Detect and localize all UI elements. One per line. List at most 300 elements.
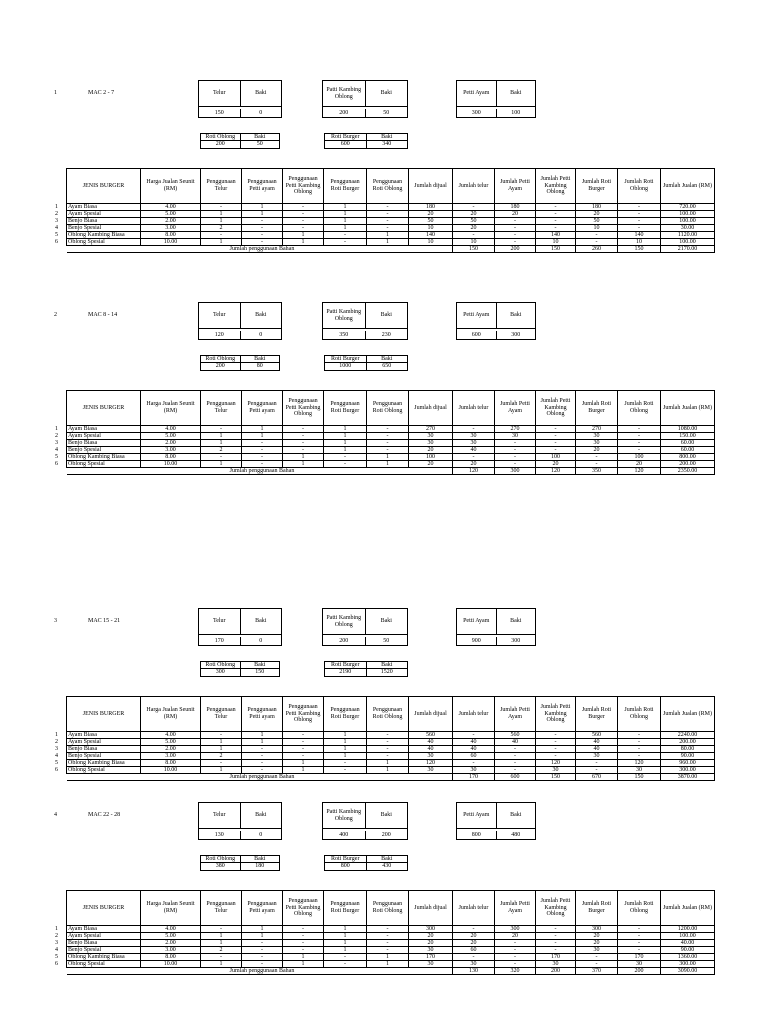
table-cell: - (283, 447, 324, 454)
table-cell: - (576, 239, 618, 246)
table-cell: 3.00 (141, 225, 201, 232)
table-cell: 10 (618, 239, 661, 246)
table-header-row (67, 891, 715, 926)
section-3 (0, 608, 768, 800)
stock-box-2-value: 400 (339, 832, 349, 838)
row-number: 4 (55, 947, 58, 953)
stock-box-2-header (322, 608, 408, 635)
table-cell: 90.00 (661, 947, 715, 954)
stock-box-3-header (456, 802, 536, 829)
table-cell: 1 (324, 440, 367, 447)
table-cell: - (536, 447, 576, 454)
table-cell: - (367, 940, 409, 947)
roti-box-2-value: 600 (340, 141, 350, 147)
stock-box-2-baki-label: Baki (365, 609, 408, 634)
column-header: Jumlah dijual (409, 697, 453, 732)
table-cell: - (242, 954, 283, 961)
table-cell: 10 (453, 239, 495, 246)
table-cell: - (201, 926, 242, 933)
table-header-row (67, 697, 715, 732)
table-cell: 1 (242, 204, 283, 211)
table-cell: 1 (324, 926, 367, 933)
roti-box-1-label: Roti Oblong (205, 133, 236, 140)
section-2 (0, 302, 768, 494)
column-header: JENIS BURGER (67, 697, 141, 732)
stock-box-3-baki-value: 300 (496, 637, 536, 645)
table-cell: 20 (409, 933, 453, 940)
table-cell: 30 (618, 767, 661, 774)
table-cell: - (283, 926, 324, 933)
table-cell: 30 (453, 767, 495, 774)
stock-box-1-values (198, 637, 282, 646)
table-cell: 100 (536, 454, 576, 461)
table-cell: 20 (576, 940, 618, 947)
stock-box-1-label: Telur (212, 90, 226, 97)
table-cell: - (495, 454, 536, 461)
burger-name: Ayam Biasa (67, 732, 141, 739)
column-header: Jumlah dijual (409, 391, 453, 426)
table-row (67, 454, 715, 461)
table-cell: 270 (576, 426, 618, 433)
column-header: Jumlah Jualan (RM) (661, 169, 715, 204)
table-cell: 1 (324, 204, 367, 211)
stock-box-2-value: 200 (339, 638, 349, 644)
table-row (67, 211, 715, 218)
roti-box-1-value: 200 (215, 363, 225, 369)
roti-box-1-label: Roti Oblong (205, 355, 236, 362)
table-cell: - (283, 440, 324, 447)
total-value: 370 (576, 968, 618, 975)
table-cell: - (367, 433, 409, 440)
total-value: 3090.00 (661, 968, 715, 975)
column-header: Penggunaan Roti Oblong (367, 169, 409, 204)
roti-box-1-values (200, 363, 280, 371)
table-cell: - (242, 447, 283, 454)
table-cell: 20 (576, 933, 618, 940)
burger-name: Oblong Spesial (67, 461, 141, 468)
column-header: Jumlah Roti Burger (576, 169, 618, 204)
stock-box-3-baki-value: 300 (496, 331, 536, 339)
total-value: 200 (618, 968, 661, 975)
stock-box-1-values (198, 831, 282, 840)
table-cell: 140 (536, 232, 576, 239)
roti-box-2-values (324, 141, 408, 149)
table-cell: - (201, 454, 242, 461)
column-header: Jumlah telur (453, 697, 495, 732)
table-cell: 1 (201, 211, 242, 218)
table-cell: - (201, 954, 242, 961)
table-cell: 10.00 (141, 767, 201, 774)
table-cell: 1 (283, 232, 324, 239)
stock-box-1-baki-label: Baki (240, 81, 282, 106)
table-row (67, 947, 715, 954)
table-cell: 170 (618, 954, 661, 961)
table-cell: 3.00 (141, 447, 201, 454)
table-cell: - (324, 239, 367, 246)
stock-box-1-label: Telur (212, 812, 226, 819)
table-cell: - (618, 204, 661, 211)
table-cell: - (536, 940, 576, 947)
column-header: Penggunaan Telur (201, 391, 242, 426)
table-cell: 1 (367, 239, 409, 246)
table-cell: 1 (283, 239, 324, 246)
stock-box-3-values (456, 831, 536, 840)
total-row (67, 246, 715, 253)
table-cell: 2.00 (141, 218, 201, 225)
stock-box-1-baki-value: 0 (240, 109, 282, 117)
table-row (67, 732, 715, 739)
row-number: 4 (55, 447, 58, 453)
total-value: 200 (536, 968, 576, 975)
column-header: Harga Jualan Seunit (RM) (141, 697, 201, 732)
stock-box-3-label: Petti Ayam (463, 618, 490, 625)
table-cell: - (453, 732, 495, 739)
table-cell: 1 (201, 433, 242, 440)
column-header: Jumlah Roti Oblong (618, 891, 661, 926)
stock-box-3-header (456, 608, 536, 635)
table-cell: 1 (367, 760, 409, 767)
roti-box-2-header (324, 855, 408, 863)
stock-box-1-values (198, 109, 282, 118)
row-number: 3 (55, 440, 58, 446)
row-number: 4 (55, 225, 58, 231)
stock-box-2-baki-value: 50 (365, 637, 408, 645)
table-cell: - (536, 753, 576, 760)
table-cell: - (495, 218, 536, 225)
stock-box-2-values (322, 331, 408, 340)
table-cell: - (324, 760, 367, 767)
total-value: 150 (618, 774, 661, 781)
table-cell: - (536, 426, 576, 433)
stock-box-2-baki-label: Baki (365, 303, 408, 328)
table-cell: 30 (576, 753, 618, 760)
table-cell: - (495, 461, 536, 468)
table-cell: 8.00 (141, 760, 201, 767)
stock-box-3-value: 800 (471, 832, 481, 838)
table-cell: - (618, 926, 661, 933)
table-cell: 10.00 (141, 461, 201, 468)
roti-box-2 (324, 661, 408, 677)
burger-name: Oblong Kambing Biasa (67, 232, 141, 239)
table-cell: - (536, 933, 576, 940)
row-number: 6 (55, 239, 58, 245)
table-cell: 3.00 (141, 753, 201, 760)
roti-box-1-baki-label: Baki (240, 856, 280, 862)
table-cell: 4.00 (141, 204, 201, 211)
table-cell: 1 (283, 454, 324, 461)
stock-box-3-values (456, 637, 536, 646)
column-header: Penggunaan Petti ayam (242, 169, 283, 204)
section-number: 3 (54, 618, 57, 624)
table-cell: 30 (536, 961, 576, 968)
table-cell: 1 (367, 454, 409, 461)
stock-box-3-baki-label: Baki (496, 803, 536, 828)
table-cell: - (242, 454, 283, 461)
table-cell: 1 (367, 461, 409, 468)
column-header: Jumlah Roti Burger (576, 697, 618, 732)
table-cell: - (618, 746, 661, 753)
column-header: Jumlah Petti Ayam (495, 697, 536, 732)
table-cell: - (242, 225, 283, 232)
table-cell: - (536, 739, 576, 746)
table-cell: 1 (201, 440, 242, 447)
row-number: 1 (55, 732, 58, 738)
table-cell: - (618, 933, 661, 940)
table-cell: - (536, 926, 576, 933)
total-empty (67, 968, 201, 975)
roti-box-2-value: 2190 (339, 669, 352, 675)
table-cell: - (495, 753, 536, 760)
table-cell: 10.00 (141, 961, 201, 968)
table-cell: 50 (576, 218, 618, 225)
table-cell: - (495, 767, 536, 774)
sales-table (66, 696, 715, 781)
table-cell: - (283, 753, 324, 760)
total-value: 2170.00 (661, 246, 715, 253)
burger-name: Benjo Biasa (67, 940, 141, 947)
table-cell: 1 (201, 239, 242, 246)
table-row (67, 961, 715, 968)
burger-name: Ayam Spesial (67, 739, 141, 746)
total-label: Jumlah penggunaan Bahan (201, 968, 324, 975)
table-cell: 560 (495, 732, 536, 739)
total-empty (324, 774, 453, 781)
table-cell: 1 (242, 732, 283, 739)
row-number: 6 (55, 461, 58, 467)
column-header: Jumlah Petti Kambing Oblong (536, 391, 576, 426)
table-cell: 10.00 (141, 239, 201, 246)
table-cell: - (201, 204, 242, 211)
table-cell: 30.00 (661, 225, 715, 232)
stock-box-3-label: Petti Ayam (463, 90, 490, 97)
table-cell: - (324, 767, 367, 774)
table-cell: 1 (283, 961, 324, 968)
roti-box-1-header (200, 661, 280, 669)
total-value: 200 (495, 246, 536, 253)
table-cell: - (495, 947, 536, 954)
table-cell: - (324, 232, 367, 239)
table-cell: 40 (453, 739, 495, 746)
section-number: 1 (54, 90, 57, 96)
column-header: Harga Jualan Seunit (RM) (141, 169, 201, 204)
column-header: Jumlah Petti Ayam (495, 391, 536, 426)
stock-box-2-baki-value: 50 (365, 109, 408, 117)
table-cell: - (242, 218, 283, 225)
total-empty (67, 246, 201, 253)
table-cell: 200.00 (661, 461, 715, 468)
roti-box-2-baki-label: Baki (366, 356, 408, 362)
column-header: Penggunaan Petti Kambing Oblong (283, 169, 324, 204)
table-cell: - (495, 239, 536, 246)
table-cell: 1 (201, 961, 242, 968)
row-number: 3 (55, 218, 58, 224)
table-cell: - (495, 746, 536, 753)
stock-box-1-baki-value: 0 (240, 831, 282, 839)
table-cell: - (453, 426, 495, 433)
stock-box-1-value: 170 (214, 638, 224, 644)
table-cell: - (576, 767, 618, 774)
table-cell: 300.00 (661, 767, 715, 774)
stock-box-1 (198, 80, 282, 118)
table-row (67, 440, 715, 447)
roti-box-2-value: 800 (340, 863, 350, 869)
roti-box-1-baki-value: 180 (240, 863, 280, 870)
total-empty (67, 774, 201, 781)
table-cell: 1 (324, 447, 367, 454)
stock-box-1-values (198, 331, 282, 340)
table-cell: 60.00 (661, 440, 715, 447)
table-cell: - (536, 947, 576, 954)
column-header: JENIS BURGER (67, 891, 141, 926)
total-label: Jumlah penggunaan Bahan (201, 774, 324, 781)
column-header: Penggunaan Telur (201, 169, 242, 204)
table-cell: - (283, 204, 324, 211)
table-cell: 30 (453, 961, 495, 968)
roti-box-1-header (200, 855, 280, 863)
table-cell: 560 (576, 732, 618, 739)
burger-name: Ayam Spesial (67, 933, 141, 940)
table-row (67, 232, 715, 239)
stock-box-1-label: Telur (212, 312, 226, 319)
stock-box-2-values (322, 637, 408, 646)
table-row (67, 933, 715, 940)
table-cell: 20 (453, 461, 495, 468)
roti-box-1-header (200, 355, 280, 363)
table-cell: 10 (409, 225, 453, 232)
table-cell: 5.00 (141, 433, 201, 440)
total-value: 170 (453, 774, 495, 781)
table-cell: - (283, 739, 324, 746)
table-cell: 1 (367, 961, 409, 968)
table-cell: 30 (576, 440, 618, 447)
table-cell: 40 (576, 739, 618, 746)
table-cell: - (242, 760, 283, 767)
table-cell: 30 (453, 440, 495, 447)
section-number: 4 (54, 812, 57, 818)
table-cell: 2.00 (141, 440, 201, 447)
table-cell: - (367, 440, 409, 447)
stock-box-1-baki-value: 0 (240, 637, 282, 645)
table-cell: 1120.00 (661, 232, 715, 239)
table-row (67, 767, 715, 774)
stock-box-1-value: 120 (214, 332, 224, 338)
table-cell: - (367, 933, 409, 940)
column-header: Jumlah Jualan (RM) (661, 697, 715, 732)
total-value: 320 (495, 968, 536, 975)
table-cell: - (283, 933, 324, 940)
burger-name: Oblong Kambing Biasa (67, 454, 141, 461)
table-cell: 100.00 (661, 239, 715, 246)
stock-box-2-values (322, 109, 408, 118)
stock-box-2 (322, 302, 408, 340)
table-cell: 300 (576, 926, 618, 933)
table-cell: - (576, 232, 618, 239)
table-cell: - (618, 447, 661, 454)
table-cell: - (242, 961, 283, 968)
table-cell: 300 (409, 926, 453, 933)
table-cell: - (367, 947, 409, 954)
table-row (67, 461, 715, 468)
table-cell: 2 (201, 447, 242, 454)
stock-box-3-baki-label: Baki (496, 609, 536, 634)
stock-box-3 (456, 608, 536, 646)
stock-box-3-baki-label: Baki (496, 81, 536, 106)
table-cell: 60.00 (661, 447, 715, 454)
table-cell: 1080.00 (661, 426, 715, 433)
table-cell: - (453, 926, 495, 933)
stock-box-2-baki-label: Baki (365, 81, 408, 106)
column-header: Penggunaan Telur (201, 891, 242, 926)
table-cell: 1 (324, 753, 367, 760)
table-cell: 1360.00 (661, 954, 715, 961)
table-cell: 30 (495, 433, 536, 440)
table-cell: - (453, 760, 495, 767)
column-header: Jumlah Roti Burger (576, 391, 618, 426)
burger-name: Ayam Spesial (67, 433, 141, 440)
table-cell: 20 (453, 933, 495, 940)
column-header: Harga Jualan Seunit (RM) (141, 391, 201, 426)
table-cell: - (576, 760, 618, 767)
roti-box-2-baki-value: 430 (366, 863, 408, 870)
stock-box-2 (322, 608, 408, 646)
stock-box-2-value: 200 (339, 110, 349, 116)
table-row (67, 225, 715, 232)
table-cell: 10 (536, 239, 576, 246)
burger-name: Ayam Biasa (67, 426, 141, 433)
table-cell: 1 (283, 767, 324, 774)
column-header: Penggunaan Roti Burger (324, 391, 367, 426)
table-cell: 30 (576, 947, 618, 954)
period-label: MAC 15 - 21 (88, 618, 121, 624)
total-label: Jumlah penggunaan Bahan (201, 246, 324, 253)
table-cell: 1 (242, 433, 283, 440)
table-cell: 960.00 (661, 760, 715, 767)
column-header: Jumlah Roti Oblong (618, 391, 661, 426)
table-cell: 100.00 (661, 218, 715, 225)
table-cell: - (536, 211, 576, 218)
stock-box-1-value: 150 (214, 110, 224, 116)
table-cell: 2 (201, 947, 242, 954)
table-cell: - (324, 954, 367, 961)
table-cell: 5.00 (141, 211, 201, 218)
table-cell: - (283, 947, 324, 954)
table-cell: 150.00 (661, 433, 715, 440)
table-row (67, 447, 715, 454)
total-value: 2350.00 (661, 468, 715, 475)
column-header: Harga Jualan Seunit (RM) (141, 891, 201, 926)
table-cell: - (536, 204, 576, 211)
column-header: Jumlah Petti Kambing Oblong (536, 891, 576, 926)
table-cell: - (495, 440, 536, 447)
table-cell: - (536, 218, 576, 225)
column-header: Jumlah telur (453, 169, 495, 204)
row-number: 6 (55, 961, 58, 967)
roti-box-2-value: 1000 (339, 363, 352, 369)
roti-box-1-label: Roti Oblong (205, 661, 236, 668)
table-cell: 90.00 (661, 753, 715, 760)
table-cell: 560 (409, 732, 453, 739)
burger-name: Benjo Spesial (67, 447, 141, 454)
table-cell: 1 (283, 954, 324, 961)
stock-box-3-header (456, 80, 536, 107)
column-header: Penggunaan Petti Kambing Oblong (283, 391, 324, 426)
table-cell: 180 (409, 204, 453, 211)
table-cell: - (618, 732, 661, 739)
table-cell: 30 (409, 440, 453, 447)
stock-box-1-header (198, 80, 282, 107)
section-4 (0, 802, 768, 994)
table-cell: - (367, 225, 409, 232)
